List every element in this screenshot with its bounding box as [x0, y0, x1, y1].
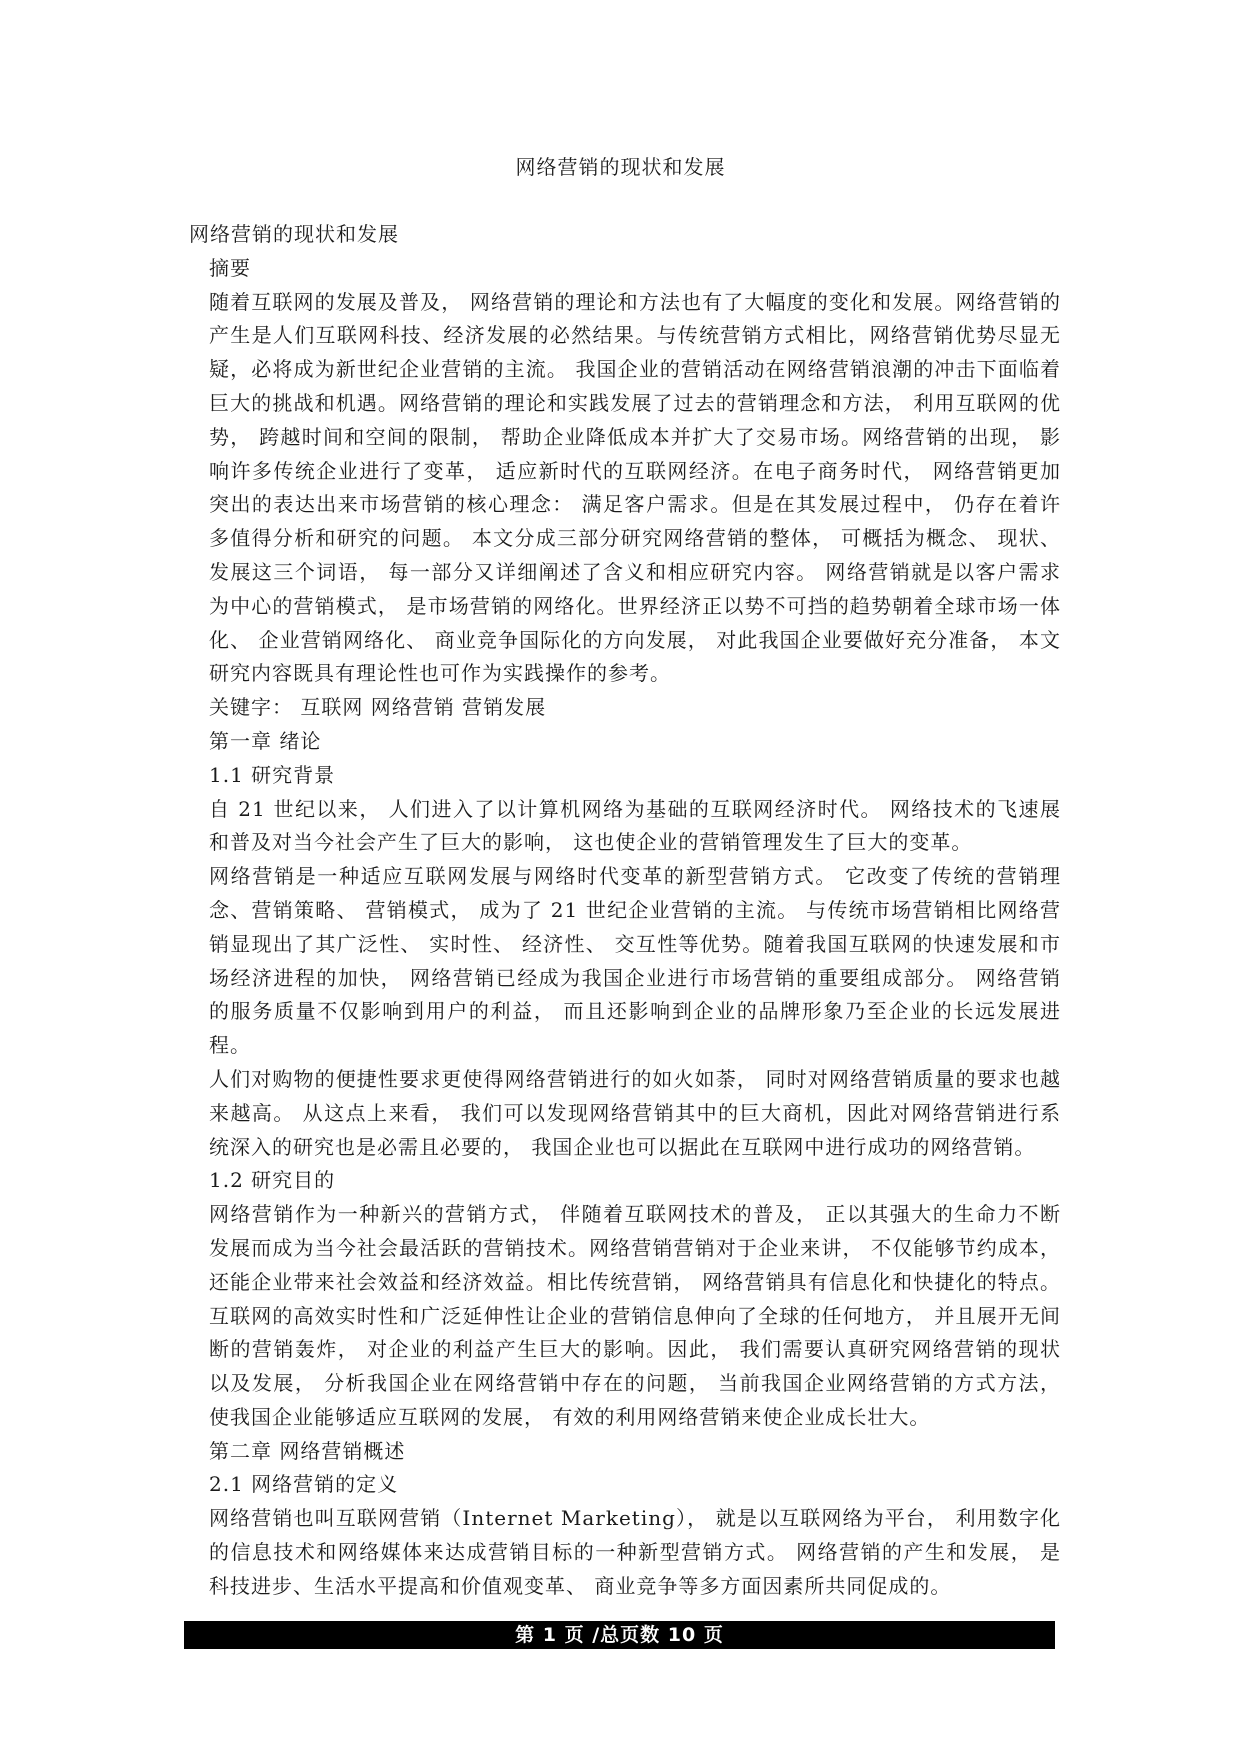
- paragraph: 1.2 研究目的: [209, 1168, 336, 1193]
- paragraph: 1.1 研究背景: [209, 762, 336, 787]
- page-footer: [184, 1621, 1055, 1649]
- paragraph: 网络营销作为一种新兴的营销方式， 伴随着互联网技术的普及， 正以其强大的生命力不断发展而成为当今社会最活跃的营销技术。网络营销营销对于企业来讲， 不仅能够节约成本， 还能企业带来社会效益和经济效益。相比传统营销， 网络营销具有信息化和快捷化的特点。互联网的高效实时性和广泛延伸性让企业的营销信息伸向了全球的任何地方， 并且展开无间断的营销轰炸， 对企业的利益产生巨大的影响。因此， 我们需要认真研究网络营销的现状以及发展， 分析我国企业在网络营销中存在的问题， 当前我国企业网络营销的方式方法， 使我国企业能够适应互联网的发展， 有效的利用网络营销来使企业成长壮大。: [209, 1202, 1061, 1429]
- paragraph: 2.1 网络营销的定义: [209, 1472, 399, 1497]
- paragraph: 网络营销也叫互联网营销（Internet Marketing）， 就是以互联网络为平台， 利用数字化的信息技术和网络媒体来达成营销目标的一种新型营销方式。 网络营销的产生和发展， 是科技进步、生活水平提高和价值观变革、 商业竞争等多方面因素所共同促成的。: [209, 1506, 1061, 1598]
- document-body: [189, 218, 1061, 1604]
- paragraph: 网络营销是一种适应互联网发展与网络时代变革的新型营销方式。 它改变了传统的营销理念、营销策略、 营销模式， 成为了 21 世纪企业营销的主流。 与传统市场营销相比网络营销显现出了其广泛性、 实时性、 经济性、 交互性等优势。随着我国互联网的快速发展和市场经济进程的加快， 网络营销已经成为我国企业进行市场营销的重要组成部分。 网络营销的服务质量不仅影响到用户的利益， 而且还影响到企业的品牌形象乃至企业的长远发展进程。: [209, 864, 1061, 1058]
- page-number: 第 1 页 /总页数 10 页: [515, 1624, 724, 1646]
- paragraph: 人们对购物的便捷性要求更使得网络营销进行的如火如荼， 同时对网络营销质量的要求也越来越高。 从这点上来看， 我们可以发现网络营销其中的巨大商机，因此对网络营销进行系统深入的研究也是必需且必要的， 我国企业也可以据此在互联网中进行成功的网络营销。: [209, 1066, 1061, 1159]
- document-title: 网络营销的现状和发展: [515, 155, 726, 179]
- paragraph: 第一章 绪论: [209, 728, 322, 753]
- paragraph: 第二章 网络营销概述: [209, 1438, 406, 1463]
- paragraph: 关键字： 互联网 网络营销 营销发展: [209, 695, 547, 720]
- paragraph: 随着互联网的发展及普及， 网络营销的理论和方法也有了大幅度的变化和发展。网络营销的产生是人们互联网科技、经济发展的必然结果。与传统营销方式相比，网络营销优势尽显无疑，必将成为新世纪企业营销的主流。 我国企业的营销活动在网络营销浪潮的冲击下面临着巨大的挑战和机遇。网络营销的理论和实践发展了过去的营销理念和方法， 利用互联网的优势， 跨越时间和空间的限制， 帮助企业降低成本并扩大了交易市场。网络营销的出现， 影响许多传统企业进行了变革， 适应新时代的互联网经济。在电子商务时代， 网络营销更加突出的表达出来市场营销的核心理念： 满足客户需求。但是在其发展过程中， 仍存在着许多值得分析和研究的问题。 本文分成三部分研究网络营销的整体， 可概括为概念、 现状、 发展这三个词语， 每一部分又详细阐述了含义和相应研究内容。 网络营销就是以客户需求为中心的营销模式， 是市场营销的网络化。世界经济正以势不可挡的趋势朝着全球市场一体化、 企业营销网络化、 商业竞争国际化的方向发展， 对此我国企业要做好充分准备， 本文研究内容既具有理论性也可作为实践操作的参考。: [209, 289, 1061, 686]
- paragraph: 网络营销的现状和发展: [189, 222, 399, 246]
- paragraph: 摘要: [209, 255, 251, 280]
- paragraph: 自 21 世纪以来， 人们进入了以计算机网络为基础的互联网经济时代。 网络技术的飞速展和普及对当今社会产生了巨大的影响， 这也使企业的营销管理发生了巨大的变革。: [209, 796, 1061, 855]
